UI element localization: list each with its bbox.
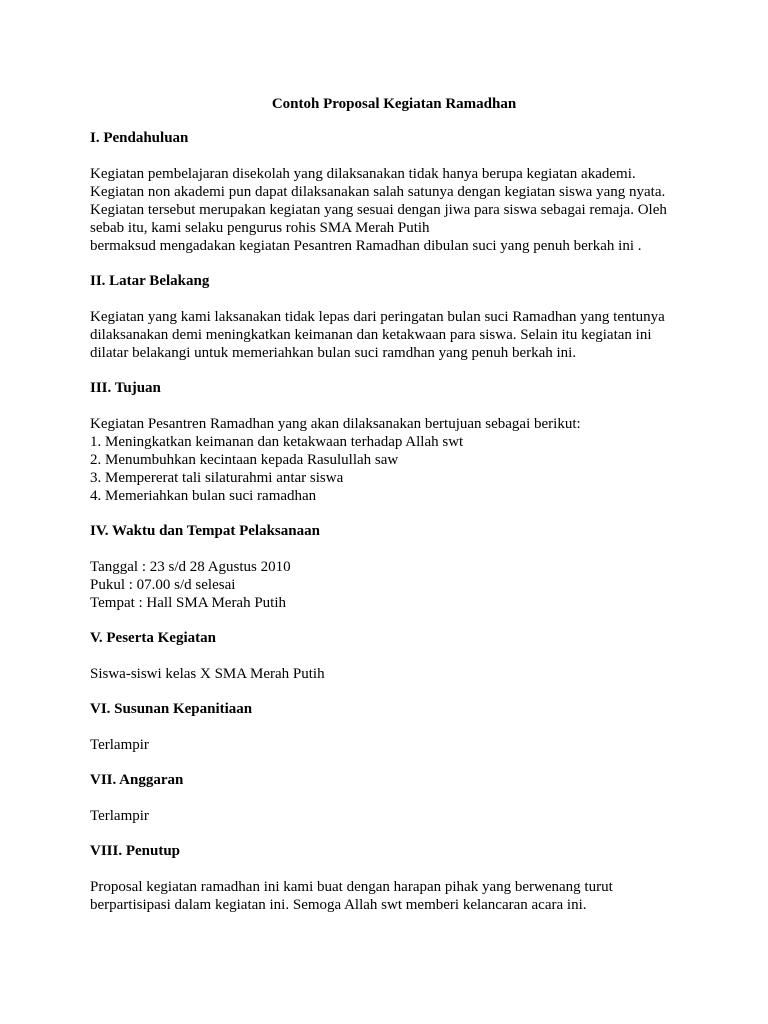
text-line: Kegiatan tersebut merupakan kegiatan yang sesuai dengan jiwa para siswa sebagai remaja. Oleh (90, 202, 667, 218)
section-pendahuluan (90, 129, 690, 255)
text-line: Terlampir (90, 808, 149, 824)
section-body (90, 665, 690, 683)
text-line: berpartisipasi dalam kegiatan ini. Semoga Allah swt memberi kelancaran acara ini. (90, 897, 587, 913)
section-body (90, 165, 690, 255)
text-line: dilaksanakan demi meningkatkan keimanan dan ketakwaan para siswa. Selain itu kegiatan ini (90, 327, 652, 343)
list-item: 3. Mempererat tali silaturahmi antar siswa (90, 470, 344, 486)
section-latar-belakang (90, 272, 690, 362)
document-page (90, 85, 690, 914)
section-susunan-kepanitiaan (90, 700, 690, 754)
section-anggaran (90, 771, 690, 825)
section-body (90, 736, 690, 754)
text-line: Terlampir (90, 737, 149, 753)
text-line: Tanggal : 23 s/d 28 Agustus 2010 (90, 559, 291, 575)
section-peserta (90, 629, 690, 683)
section-tujuan (90, 379, 690, 505)
section-body (90, 415, 690, 505)
text-line: dilatar belakangi untuk memeriahkan bulan suci ramdhan yang penuh berkah ini. (90, 345, 577, 361)
text-line: Kegiatan yang kami laksanakan tidak lepas dari peringatan bulan suci Ramadhan yang tentunya (90, 309, 665, 325)
section-heading: II. Latar Belakang (90, 273, 210, 289)
section-heading: V. Peserta Kegiatan (90, 630, 216, 646)
text-line: Kegiatan Pesantren Ramadhan yang akan dilaksanakan bertujuan sebagai berikut: (90, 416, 581, 432)
section-penutup (90, 842, 690, 914)
text-line: Siswa-siswi kelas X SMA Merah Putih (90, 666, 325, 682)
list-item: 4. Memeriahkan bulan suci ramadhan (90, 488, 317, 504)
document-title: Contoh Proposal Kegiatan Ramadhan (271, 96, 517, 112)
section-body (90, 807, 690, 825)
text-line: Pukul : 07.00 s/d selesai (90, 577, 236, 593)
section-heading: VIII. Penutup (90, 843, 181, 859)
text-line: Proposal kegiatan ramadhan ini kami buat dengan harapan pihak yang berwenang turut (90, 879, 613, 895)
text-line: Kegiatan pembelajaran disekolah yang dilaksanakan tidak hanya berupa kegiatan akademi. (90, 166, 636, 182)
section-waktu-tempat (90, 522, 690, 612)
section-heading: III. Tujuan (90, 380, 161, 396)
list-item: 2. Menumbuhkan kecintaan kepada Rasulullah saw (90, 452, 399, 468)
text-line: Kegiatan non akademi pun dapat dilaksanakan salah satunya dengan kegiatan siswa yang nyata. (90, 184, 666, 200)
text-line: Tempat : Hall SMA Merah Putih (90, 595, 287, 611)
text-line: bermaksud mengadakan kegiatan Pesantren Ramadhan dibulan suci yang penuh berkah ini . (90, 238, 642, 254)
section-body (90, 878, 690, 914)
section-heading: VII. Anggaran (90, 772, 184, 788)
section-heading: VI. Susunan Kepanitiaan (90, 701, 253, 717)
text-line: sebab itu, kami selaku pengurus rohis SMA Merah Putih (90, 220, 430, 236)
section-body (90, 558, 690, 612)
list-item: 1. Meningkatkan keimanan dan ketakwaan terhadap Allah swt (90, 434, 464, 450)
section-body (90, 308, 690, 362)
section-heading: I. Pendahuluan (90, 130, 189, 146)
section-heading: IV. Waktu dan Tempat Pelaksanaan (90, 523, 320, 539)
